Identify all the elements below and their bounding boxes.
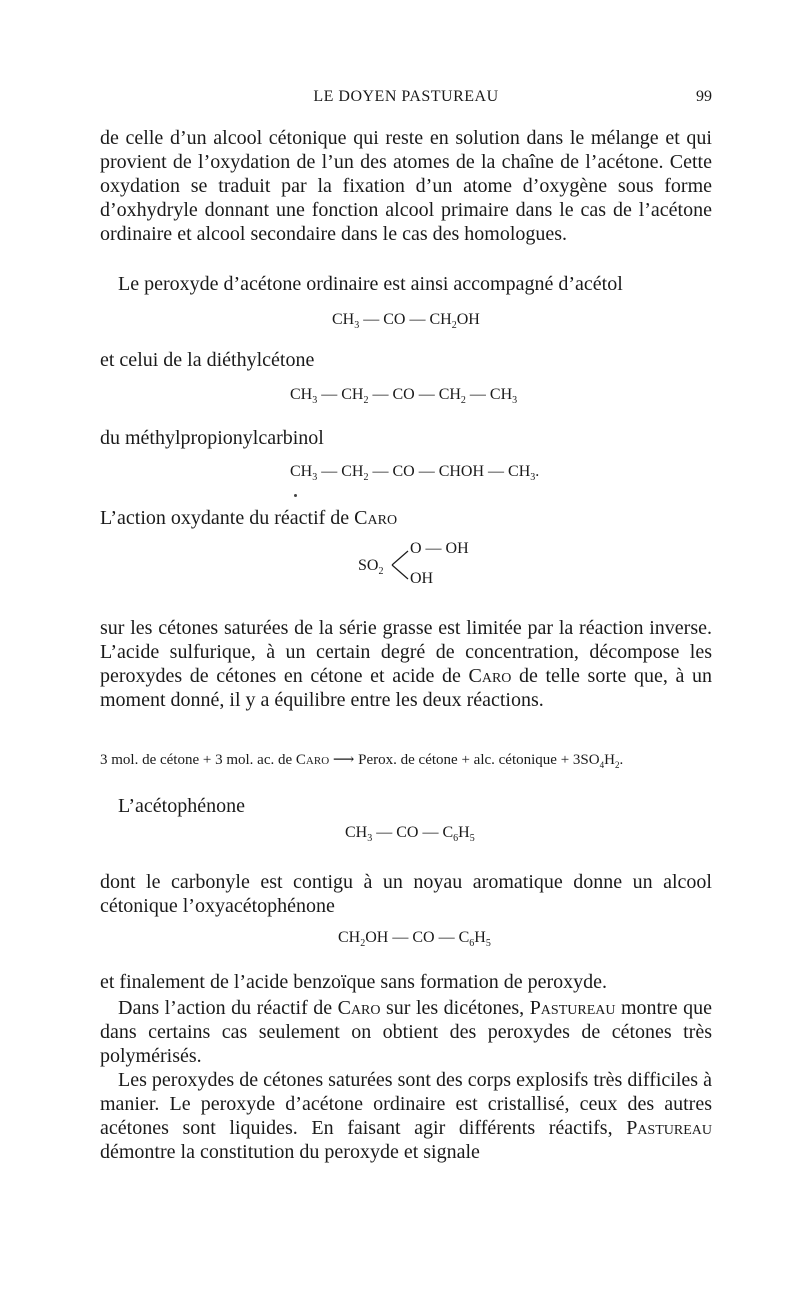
- paragraph-diketones: Dans l’action du réactif de Caro sur les dicétones, Pastureau montre que dans certains cas seulement on obtient des peroxydes de cétones très polymérisés.: [100, 997, 713, 1067]
- paragraph-caro-intro: L’action oxydante du réactif de Caro: [100, 507, 398, 529]
- running-title: LE DOYEN PASTUREAU: [313, 88, 499, 105]
- formula-oxyacetophenone: $CH_2OH$ — CO — $C_6H_5$: [338, 929, 491, 950]
- formula-caro-bonds: [390, 548, 412, 582]
- paragraph-1: de celle d’un alcool cétonique qui reste en solution dans le mélange et qui provient de l’oxydation de l’un des atomes de la chaîne de l’acétone. Cette oxydation se traduit par la fixation d’un atome d’oxygène sous forme d’oxhydryle donnant une fonction alcool primaire dans le cas de l’acétone ordinaire et alcool secondaire dans le cas des homologues.: [100, 127, 712, 245]
- formula-caro-bottom: OH: [410, 570, 434, 587]
- running-header: [100, 88, 712, 112]
- paragraph-acetophenone-intro: L’acétophénone: [118, 795, 245, 817]
- formula-carbinol: $CH_3$ — $CH_2$ — CO — CHOH — $CH_3$.: [290, 463, 540, 484]
- paragraph-acetol-intro: Le peroxyde d’acétone ordinaire est ainsi accompagné d’acétol: [118, 273, 623, 295]
- formula-acetophenone: $CH_3$ — CO — $C_6H_5$: [345, 824, 475, 845]
- formula-caro-so2: $SO_2$: [358, 557, 384, 578]
- paragraph-saturated-peroxides: Les peroxydes de cétones saturées sont des corps explosifs très difficiles à manier. Le peroxyde d’acétone ordinaire est cristallisé, ceux des autres acétones sont liquides. En faisant agir différents réactifs, Pastureau démontre la constitution du peroxyde et signale: [100, 1069, 712, 1163]
- equation-equilibrium: 3 mol. de cétone + 3 mol. ac. de Caro ⟶ Perox. de cétone + alc. cétonique + $3SO_4H_2$.: [100, 752, 624, 770]
- paragraph-carbinol-intro: du méthylpropionylcarbinol: [100, 427, 324, 449]
- formula-diethylketone: $CH_3$ — $CH_2$ — CO — $CH_2$ — $CH_3$: [290, 386, 518, 407]
- paragraph-caro-reaction: sur les cétones saturées de la série grasse est limitée par la réaction inverse. L’acide sulfurique, à un certain degré de concentration, décompose les peroxydes de cétones en cétone et acide de Caro de telle sorte que, à un moment donné, il y a équilibre entre les deux réactions.: [100, 617, 713, 711]
- page-number: 99: [696, 88, 712, 105]
- formula-caro-top: O — OH: [410, 540, 469, 557]
- paragraph-diethylketone-intro: et celui de la diéthylcétone: [100, 349, 315, 371]
- paragraph-benzoic-acid: et finalement de l’acide benzoïque sans formation de peroxyde.: [100, 971, 608, 993]
- print-speck: [294, 494, 297, 497]
- paragraph-oxyacetophenone-intro: dont le carbonyle est contigu à un noyau aromatique donne un alcool cétonique l’oxyacétophénone: [100, 871, 712, 917]
- formula-acetol: $CH_3$ — CO — $CH_2OH$: [332, 311, 480, 332]
